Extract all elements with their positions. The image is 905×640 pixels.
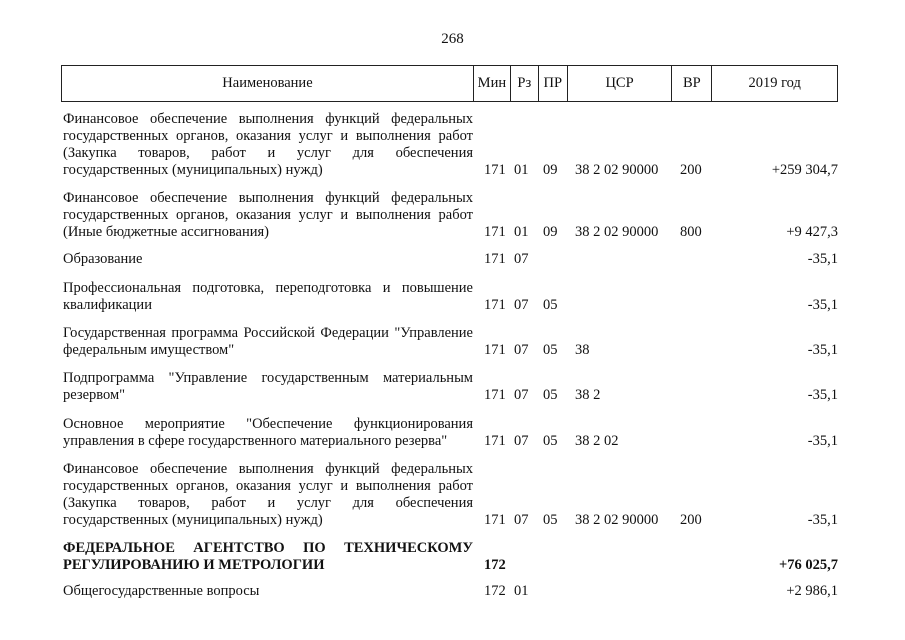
row-pr: 05 xyxy=(543,512,558,528)
table-row xyxy=(61,461,838,529)
row-rz: 01 xyxy=(514,583,529,599)
row-name: Подпрограмма "Управление государственным материальным резервом" xyxy=(63,370,473,403)
row-pr: 09 xyxy=(543,224,558,240)
row-rz: 07 xyxy=(514,512,529,528)
row-min: 171 xyxy=(484,251,506,267)
row-name: Образование xyxy=(63,251,143,267)
row-min: 171 xyxy=(484,512,506,528)
row-name: Профессиональная подготовка, переподготовка и повышение квалификации xyxy=(63,280,473,313)
row-min: 172 xyxy=(484,583,506,599)
row-vr: 200 xyxy=(680,512,702,528)
row-vr: 800 xyxy=(680,224,702,240)
header-name: Наименование xyxy=(62,66,474,101)
row-value: -35,1 xyxy=(807,512,838,528)
header-csr: ЦСР xyxy=(568,66,673,101)
row-csr: 38 2 02 90000 xyxy=(575,224,659,240)
table-row xyxy=(61,416,838,450)
row-name: Общегосударственные вопросы xyxy=(63,583,260,599)
row-min: 171 xyxy=(484,297,506,313)
row-rz: 07 xyxy=(514,342,529,358)
row-rz: 07 xyxy=(514,387,529,403)
row-min: 171 xyxy=(484,342,506,358)
table-row xyxy=(61,251,838,268)
row-csr: 38 xyxy=(575,342,590,358)
header-min: Мин xyxy=(474,66,511,101)
row-min: 171 xyxy=(484,162,506,178)
table-row xyxy=(61,370,838,404)
row-rz: 07 xyxy=(514,251,529,267)
row-value: -35,1 xyxy=(807,297,838,313)
row-min: 171 xyxy=(484,224,506,240)
row-value: -35,1 xyxy=(807,251,838,267)
row-name: Государственная программа Российской Федерации "Управление федеральным имуществом" xyxy=(63,325,473,358)
header-rz: Рз xyxy=(511,66,539,101)
row-rz: 01 xyxy=(514,162,529,178)
row-csr: 38 2 xyxy=(575,387,601,403)
page-number: 268 xyxy=(441,31,464,47)
row-min: 172 xyxy=(484,557,506,573)
row-rz: 07 xyxy=(514,297,529,313)
row-rz: 01 xyxy=(514,224,529,240)
header-year: 2019 год xyxy=(748,75,801,91)
row-value: +259 304,7 xyxy=(771,162,838,178)
row-value: -35,1 xyxy=(807,387,838,403)
row-value: +76 025,7 xyxy=(778,557,838,573)
header-pr: ПР xyxy=(539,66,568,101)
row-csr: 38 2 02 90000 xyxy=(575,162,659,178)
row-min: 171 xyxy=(484,433,506,449)
table-row xyxy=(61,111,838,179)
row-name: ФЕДЕРАЛЬНОЕ АГЕНТСТВО ПО ТЕХНИЧЕСКОМУ РЕГУЛИРОВАНИЮ И МЕТРОЛОГИИ xyxy=(63,540,473,573)
row-pr: 05 xyxy=(543,342,558,358)
row-pr: 05 xyxy=(543,387,558,403)
row-pr: 05 xyxy=(543,433,558,449)
table-row xyxy=(61,583,838,600)
row-value: +9 427,3 xyxy=(786,224,838,240)
table-row xyxy=(61,280,838,314)
row-name: Финансовое обеспечение выполнения функций федеральных государственных органов, оказания услуг и выполнения работ (Иные бюджетные ассигнования) xyxy=(63,190,473,240)
row-vr: 200 xyxy=(680,162,702,178)
table-row xyxy=(61,540,838,574)
row-csr: 38 2 02 90000 xyxy=(575,512,659,528)
header-vr: ВР xyxy=(672,66,712,101)
table-row xyxy=(61,190,838,241)
row-value: +2 986,1 xyxy=(786,583,838,599)
row-csr: 38 2 02 xyxy=(575,433,619,449)
row-pr: 09 xyxy=(543,162,558,178)
row-name: Финансовое обеспечение выполнения функций федеральных государственных органов, оказания услуг и выполнения работ (Закупка товаров, работ и услуг для обеспечения государственных (муниципальных) нужд) xyxy=(63,461,473,528)
row-pr: 05 xyxy=(543,297,558,313)
table-header xyxy=(61,65,838,102)
table-row xyxy=(61,325,838,359)
row-name: Финансовое обеспечение выполнения функций федеральных государственных органов, оказания услуг и выполнения работ (Закупка товаров, работ и услуг для обеспечения государственных (муниципальных) нужд) xyxy=(63,111,473,178)
row-value: -35,1 xyxy=(807,342,838,358)
row-name: Основное мероприятие "Обеспечение функционирования управления в сфере государственного материального резерва" xyxy=(63,416,473,449)
row-rz: 07 xyxy=(514,433,529,449)
row-min: 171 xyxy=(484,387,506,403)
row-value: -35,1 xyxy=(807,433,838,449)
